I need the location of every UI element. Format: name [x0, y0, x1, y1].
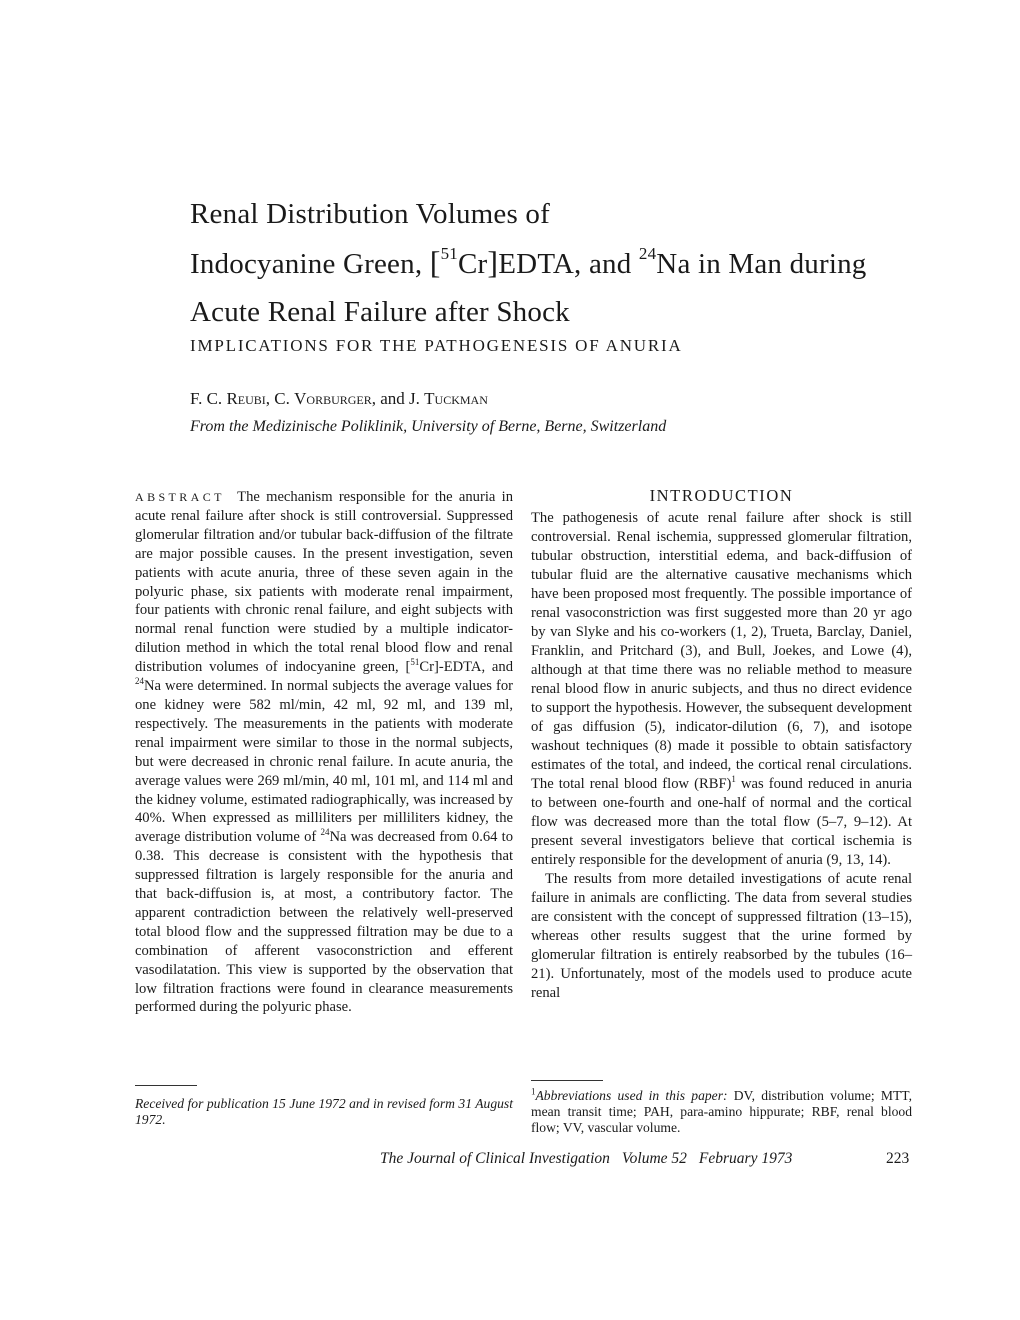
- page-number: 223: [886, 1150, 910, 1167]
- introduction-heading: INTRODUCTION: [649, 486, 794, 505]
- author-tuckman: Tuckman: [424, 389, 488, 408]
- received-note: Received for publication 15 June 1972 and in revised form 31 August 1972.: [135, 1096, 513, 1127]
- abstract-label: ABSTRACT: [135, 490, 225, 504]
- title-line-2: Indocyanine Green, [$^{51}$Cr]EDTA, and $^{24}$Na in Man during: [190, 244, 867, 280]
- title-line-1: Renal Distribution Volumes of: [190, 198, 550, 230]
- title-line-3: Acute Renal Failure after Shock: [190, 296, 570, 328]
- abbreviations-footnote: $^1$Abbreviations used in this paper: DV, distribution volume; MTT, mean transit time; PAH, para-amino hippurate; RBF, renal blood flow; VV, vascular volume.: [531, 1086, 912, 1135]
- intro-paragraph-2: The results from more detailed investigations of acute renal failure in animals are conflicting. The data from several studies are consistent with the concept of suppressed filtration (13–15), whereas other results suggest that the urine formed by glomerular filtration is entirely reabsorbed by the tubules (16–21). Unfortunately, most of the models used to produce acute renal: [531, 871, 912, 1001]
- author-list: F. C. Reubi, C. Vorburger, and J. Tuckman: [190, 389, 488, 408]
- running-footer: [380, 1150, 920, 1168]
- affiliation: From the Medizinische Poliklinik, University of Berne, Berne, Switzerland: [190, 418, 667, 435]
- journal-date: February 1973: [698, 1150, 793, 1167]
- abstract: ABSTRACT The mechanism responsible for the anuria in acute renal failure after shock is still controversial. Suppressed glomerular filtration and/or tubular back-diffusion of the filtrate are major possible causes. In the present investigation, seven patients with acute anuria, three of these seven again in the polyuric phase, six patients with moderate renal impairment, four patients with chronic renal failure, and eight subjects with normal renal function were studied by a multiple indicator-dilution method in which the total renal blood flow and renal distribution volumes of indocyanine green, [$^{51}$Cr]-EDTA, and $^{24}$Na were determined. In normal subjects the average values for one kidney were 582 ml/min, 42 ml, 92 ml, and 139 ml, respectively. The measurements in the patients with moderate renal impairment were similar to those in the normal subjects, but were decreased in chronic renal failure. In acute anuria, the average values were 269 ml/min, 40 ml, 101 ml, and 114 ml and the kidney volume, estimated radiographically, was increased by 40%. When expressed as milliliters per milliliters kidney, the average distribution volume of $^{24}$Na was decreased from 0.64 to 0.38. This decrease is consistent with the hypothesis that suppressed filtration is largely responsible for the anuria and that back-diffusion is, at most, a contributory factor. The apparent contradiction between the relatively well-preserved total blood flow and the suppressed filtration may be due to a combination of afferent vasoconstriction and efferent vasodilatation. This view is supported by the observation that low filtration fractions were found in clearance measurements performed during the polyuric phase.: [135, 489, 514, 1016]
- article-title: [190, 190, 910, 336]
- journal-name: The Journal of Clinical Investigation: [380, 1150, 610, 1167]
- intro-paragraph-1: The pathogenesis of acute renal failure after shock is still controversial. Renal ischemia, suppressed glomerular filtration, tubular obstruction, interstitial edema, and back-diffusion of tubular fluid are the alternative causative mechanisms which have been proposed most frequently. The possible importance of renal vasoconstriction was first suggested more than 20 yr ago by van Slyke and his co-workers (1, 2), Trueta, Barclay, Daniel, Franklin, and Pritchard (3), and Bull, Joekes, and Lowe (4), although at that time there was no reliable method to measure renal blood flow in anuric subjects, and thus no direct evidence to support the hypothesis. However, the subsequent development of gas diffusion (5), indicator-dilution (6, 7), and isotope washout techniques (8) made it possible to obtain satisfactory estimates of the total, and indeed, the cortical renal circulations. The total renal blood flow (RBF)$^1$ was found reduced in anuria to between one-fourth and one-half of normal and the cortical flow was decreased more than the total flow (5–7, 9–12). At present several investigators believe that cortical ischemia is entirely responsible for the development of anuria (9, 13, 14).: [531, 510, 912, 868]
- introduction-section: [531, 486, 912, 1003]
- author-vorburger: Vorburger: [294, 389, 372, 408]
- footnote-divider: [531, 1080, 603, 1081]
- author-reubi: Reubi: [226, 389, 266, 408]
- received-divider: [135, 1085, 197, 1086]
- article-subtitle: IMPLICATIONS FOR THE PATHOGENESIS OF ANURIA: [190, 336, 683, 355]
- journal-volume: Volume 52: [621, 1150, 687, 1167]
